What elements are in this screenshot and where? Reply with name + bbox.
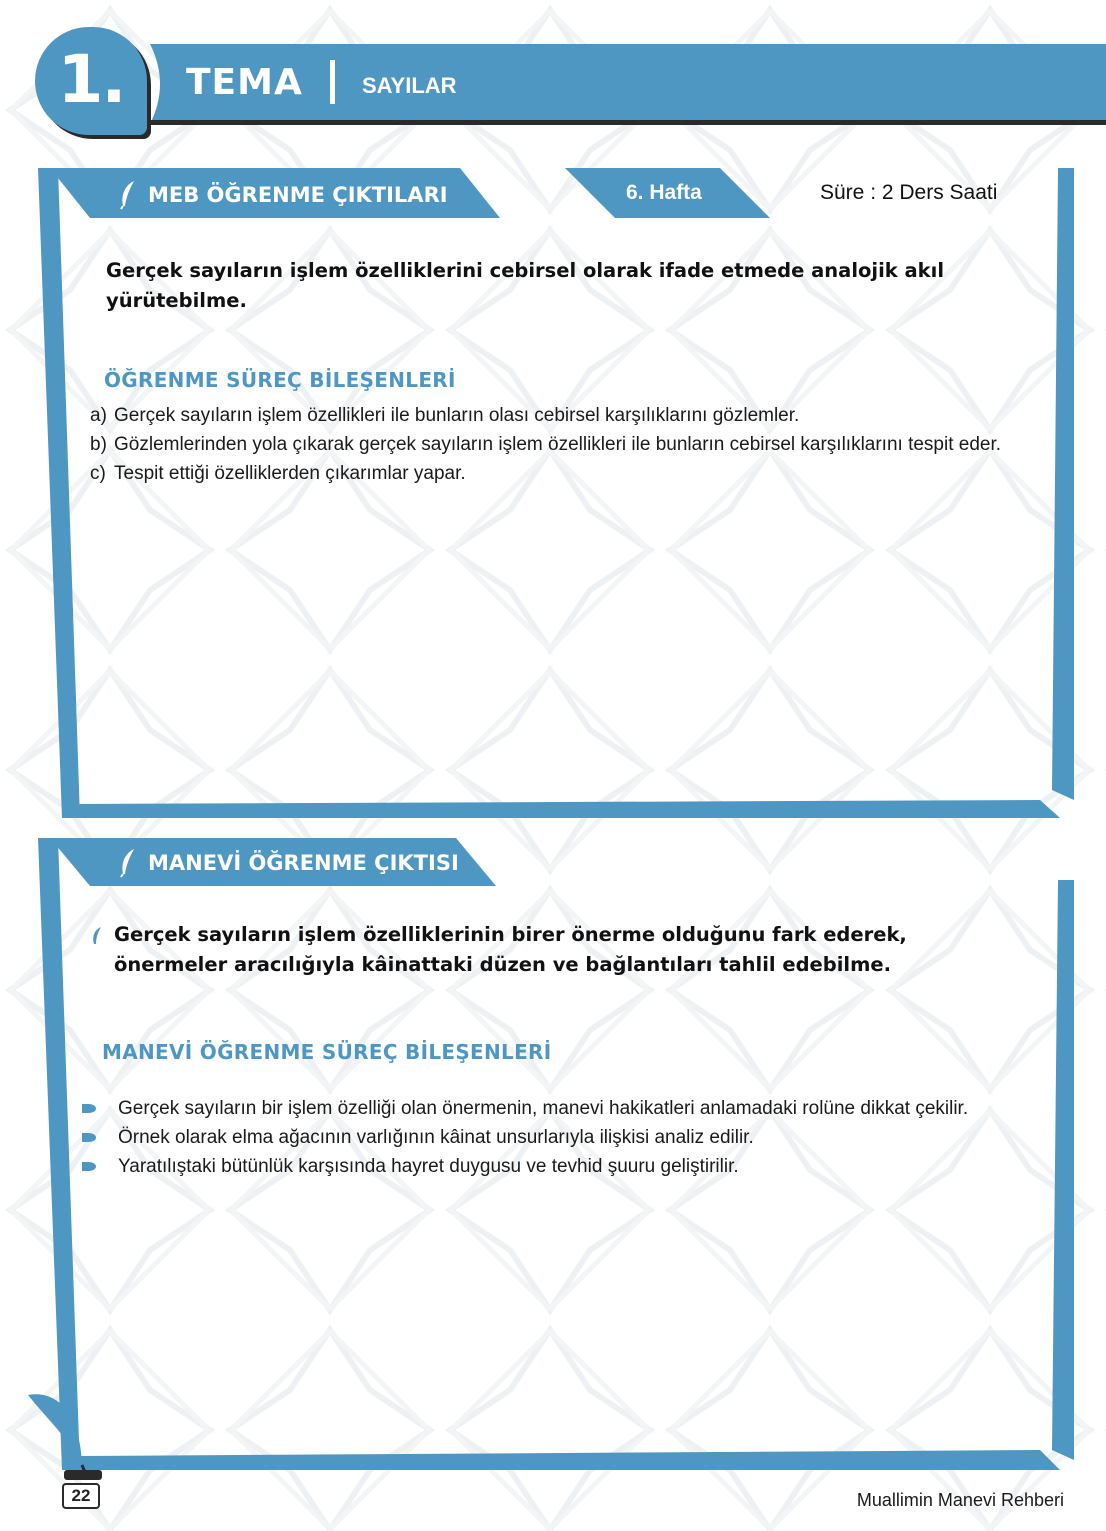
list-item: a) Gerçek sayıların işlem özellikleri ile bunların olası cebirsel karşılıklarını gözlemler.: [90, 405, 800, 426]
theme-title: TEMA: [186, 62, 303, 103]
small-quill-icon: [90, 926, 104, 946]
manevi-process-heading: MANEVİ ÖĞRENME SÜREÇ BİLEŞENLERİ: [102, 1040, 552, 1064]
meb-outcome: Gerçek sayıların işlem özelliklerini cebirsel olarak ifade etmede analojik akıl yürütebilme.: [106, 259, 945, 312]
week-label: 6. Hafta: [626, 181, 702, 204]
theme-subtitle: SAYILAR: [362, 73, 457, 98]
section2-label-text: MANEVİ ÖĞRENME ÇIKTISI: [148, 851, 459, 875]
quill-icon: [118, 848, 140, 878]
bullet-icon: [82, 1133, 96, 1142]
duration-label: Süre : 2 Ders Saati: [820, 181, 998, 204]
bullet-icon: [82, 1162, 96, 1171]
theme-number: 1.: [57, 41, 125, 118]
manevi-outcome: Gerçek sayıların işlem özelliklerinin birer önerme olduğunu fark ederek, önermeler aracılığıyla kâinattaki düzen ve bağlantıları tahlil edebilme.: [114, 923, 907, 976]
section1-label-text: MEB ÖĞRENME ÇIKTILARI: [148, 183, 448, 207]
list-item: Örnek olarak elma ağacının varlığının kâinat unsurlarıyla ilişkisi analiz edilir.: [82, 1123, 1016, 1152]
manevi-process-list: [82, 1094, 1016, 1181]
bullet-icon: [82, 1104, 96, 1113]
process-heading: ÖĞRENME SÜREÇ BİLEŞENLERİ: [104, 368, 456, 392]
page-number: 22: [62, 1483, 100, 1509]
list-item: Gerçek sayıların bir işlem özelliği olan önermenin, manevi hakikatleri anlamadaki rolüne dikkat çekilir.: [82, 1094, 1016, 1123]
list-item: c) Tespit ettiği özelliklerden çıkarımlar yapar.: [90, 463, 466, 484]
book-title: Muallimin Manevi Rehberi: [856, 1490, 1064, 1510]
list-item: Yaratılıştaki bütünlük karşısında hayret duygusu ve tevhid şuuru geliştirilir.: [82, 1152, 1016, 1181]
section2-label: [118, 848, 459, 878]
list-item: b) Gözlemlerinden yola çıkarak gerçek sayıların işlem özellikleri ile bunların cebirsel karşılıklarını tespit eder.: [90, 434, 1002, 455]
